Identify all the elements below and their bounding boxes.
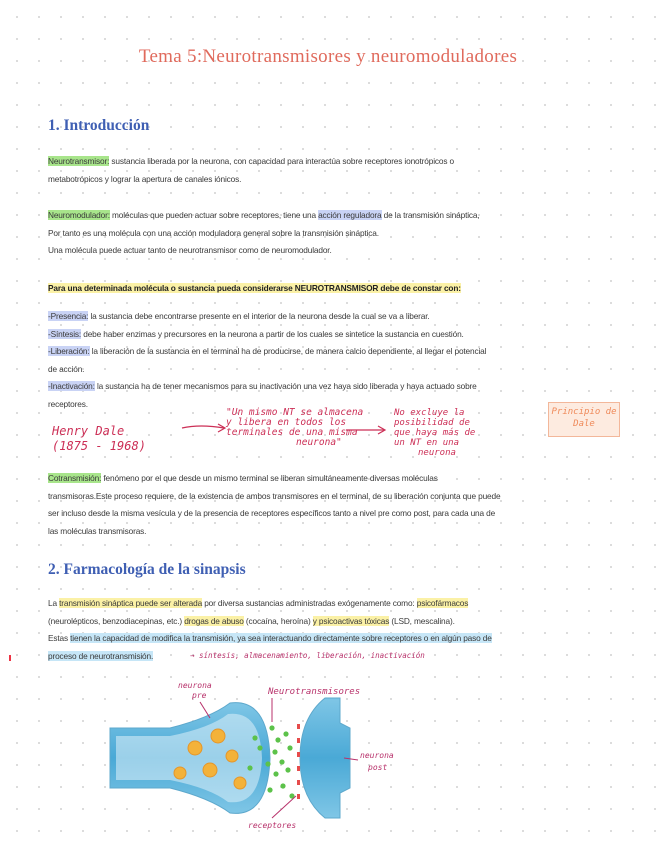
highlight-psicoactivas: y psicoactivas tóxicas [312,615,390,626]
hand-years: (1875 - 1968) [52,439,146,453]
criteria-heading-text: Para una determinada molécula o sustancia pueda considerarse NEUROTRANSMISOR debe de constar con: [48,283,461,293]
paragraph-cotransmision [48,470,610,540]
page-title: Tema 5:Neurotransmisores y neuromoduladores [138,46,518,67]
handwritten-conclusion [394,408,475,458]
definition-text: de la transmisión sináptica, [381,210,480,220]
definition-text: ser incluso desde la misma vesícula y de la presencia de receptores específicos tanto a nivel pre como post, para cada una de [48,508,496,518]
hand-line: Principio de [551,407,617,417]
hand-line: posibilidad de [394,418,470,428]
handwritten-henry-dale [52,424,146,454]
body-text: Estas [48,633,71,643]
hand-line: Dale [573,419,595,429]
label-neurona-post: neurona [360,751,394,760]
criterion-text: la sustancia ha de tener mecanismos para su inactivación una vez haya sido liberada y haya actuado sobre [94,381,477,391]
body-text: (neurolépticos, benzodiacepinas, etc.) [48,615,185,626]
highlight-proceso: proceso de neurotransmisión. [48,650,154,661]
hand-line: neurona [418,448,456,458]
hand-line: que haya más de [394,428,476,438]
arrow-icon [344,422,390,438]
body-text: (LSD, mescalina). [389,615,455,626]
definition-text: Una molécula puede actuar tanto de neurotransmisor como de neuromodulador. [48,245,332,255]
term-cotransmision: Cotransmisión: [48,473,102,483]
body-text: por diversa sustancias administradas exógenamente como: [202,598,417,608]
paragraph-neurotransmisor [48,153,610,188]
criterion-inactivacion: -Inactivación: [48,381,95,391]
handwritten-note-principio-dale [548,402,620,437]
hand-name: Henry Dale [52,424,125,438]
criteria-list [48,308,610,413]
highlight-accion-reguladora: acción reguladora [318,210,382,220]
hand-line: un NT en una [394,438,460,448]
highlight-drogas-abuso: drogas de abuso [184,615,244,626]
hand-line: neurona" [296,437,342,448]
term-neuromodulador: Neuromodulador: [48,210,110,220]
hand-line: "Un mismo NT se almacena [226,407,364,418]
label-neurona-pre: neurona [178,681,212,690]
handwritten-steps: → síntesis, almacenamiento, liberación, inactivación [190,651,425,660]
criterion-text: de acción. [48,363,85,374]
definition-text: moléculas que pueden actuar sobre receptores, tiene una [109,210,319,220]
section-heading-farmacologia: 2. Farmacología de la sinapsis [48,561,246,578]
term-neurotransmisor: Neurotransmisor: [48,156,110,166]
label-post: post [368,763,388,772]
margin-mark [9,655,11,661]
criterion-presencia: -Presencia: [48,311,89,321]
definition-text: sustancia liberada por la neurona, con capacidad para interactúa sobre receptores ionotrópicos o [109,156,454,166]
hand-line: No excluye la [394,408,465,418]
section-heading-introduccion: 1. Introducción [48,117,150,134]
criterion-text: la sustancia debe encontrarse presente en el interior de la neurona desde la cual se va a liberar. [88,311,430,321]
criterion-text: debe haber enzimas y precursores en la neurona a partir de los cuales se sintetice la sustancia en cuestión. [81,328,464,339]
handwritten-quote [226,408,363,448]
paragraph-neuromodulador [48,207,610,260]
criterion-sintesis: -Síntesis: [48,328,82,339]
criterion-text: la liberación de la sustancia en el terminal ha de producirse, de manera calcio dependiente, al llegar el potencial [89,346,487,356]
definition-text: fenómeno por el que desde un mismo terminal se liberan simultáneamente diversas moléculas [101,473,438,483]
highlight-psicofarmacos: psicofármacos [416,598,469,608]
label-receptores: receptores [248,821,297,830]
criterion-text: receptores. [48,398,88,409]
criterion-liberacion: -Liberación: [48,346,90,356]
body-text: (cocaína, heroína) [243,615,313,626]
arrow-icon [180,418,230,438]
body-text: La [48,598,60,608]
highlight-transmision-alterada: transmisión sináptica puede ser alterada [59,598,203,608]
label-pre: pre [192,691,207,700]
criteria-heading [48,280,610,298]
hand-line: terminales de una misma [226,427,358,438]
definition-text: las moléculas transmisoras. [48,525,147,536]
definition-text: Por tanto es una molécula con una acción moduladora general sobre la transmisión sináptica. [48,227,379,238]
highlight-capacidad-modificar: tienen la capacidad de modifica la transmisión, ya sea interactuando directamente sobre receptores o en algún paso de [70,633,492,643]
hand-line: y libera en todos los [226,417,347,428]
synapse-diagram [100,678,430,838]
definition-text: transmisoras.Este proceso requiere, de la existencia de ambos transmisores en el terminal, de su liberación conjunta que puede [48,490,501,501]
definition-text: metabotrópicos y lograr la apertura de canales iónicos. [48,173,242,184]
label-neurotransmisores: Neurotransmisores [268,687,361,697]
